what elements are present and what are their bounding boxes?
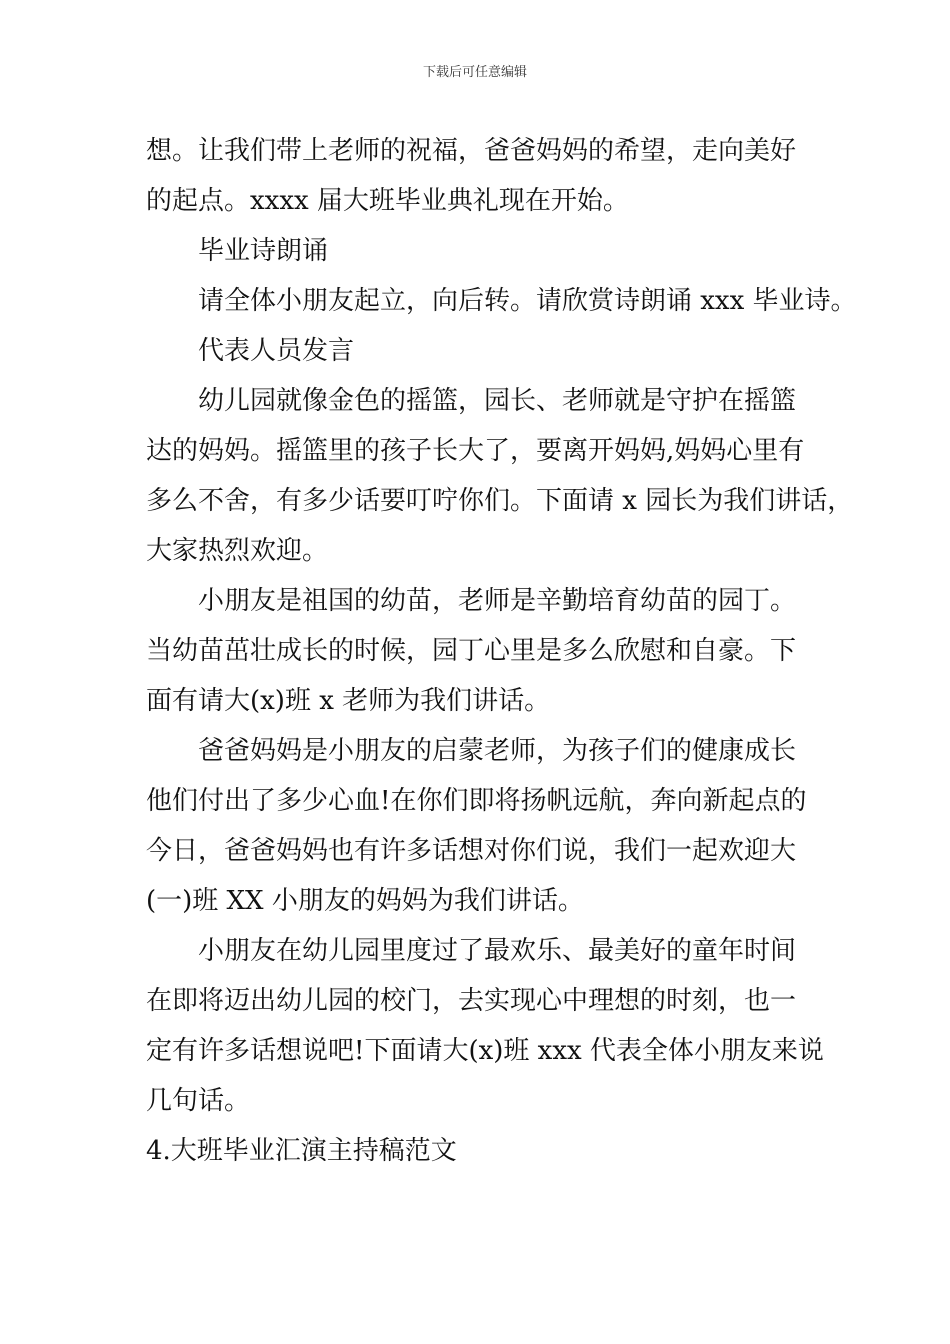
text-line: 小朋友在幼儿园里度过了最欢乐、最美好的童年时间 [198,936,797,966]
text-line: 在即将迈出幼儿园的校门，去实现心中理想的时刻，也一 [146,986,797,1016]
text-line: 大家热烈欢迎。 [146,536,329,566]
text-line: 他们付出了多少心血!在你们即将扬帆远航，奔向新起点的 [146,786,807,816]
text-line: 请全体小朋友起立，向后转。请欣赏诗朗诵 xxx 毕业诗。 [198,286,857,316]
document-body [146,126,857,1176]
section-title: 4.大班毕业汇演主持稿范文 [146,1136,457,1166]
text-line: 想。让我们带上老师的祝福，爸爸妈妈的希望，走向美好 [146,136,797,166]
text-line: 定有许多话想说吧!下面请大(x)班 xxx 代表全体小朋友来说 [146,1036,824,1066]
text-line: 几句话。 [146,1086,251,1116]
text-line: 面有请大(x)班 x 老师为我们讲话。 [146,686,551,716]
text-line: (一)班 XX 小朋友的妈妈为我们讲话。 [146,886,584,916]
text-line: 多么不舍，有多少话要叮咛你们。下面请 x 园长为我们讲话， [146,486,854,516]
text-line: 小朋友是祖国的幼苗，老师是辛勤培育幼苗的园丁。 [198,586,797,616]
section-heading-speeches: 代表人员发言 [198,336,355,366]
text-line: 爸爸妈妈是小朋友的启蒙老师，为孩子们的健康成长 [198,736,797,766]
text-line: 幼儿园就像金色的摇篮，园长、老师就是守护在摇篮 [198,386,797,416]
text-line: 的起点。xxxx 届大班毕业典礼现在开始。 [146,186,629,216]
section-heading-poem: 毕业诗朗诵 [198,236,329,266]
text-line: 达的妈妈。摇篮里的孩子长大了，要离开妈妈,妈妈心里有 [146,436,805,466]
text-line: 当幼苗茁壮成长的时候，园丁心里是多么欣慰和自豪。下 [146,636,797,666]
text-line: 今日，爸爸妈妈也有许多话想对你们说，我们一起欢迎大 [146,836,797,866]
page-header: 下载后可任意编辑 [422,65,527,80]
